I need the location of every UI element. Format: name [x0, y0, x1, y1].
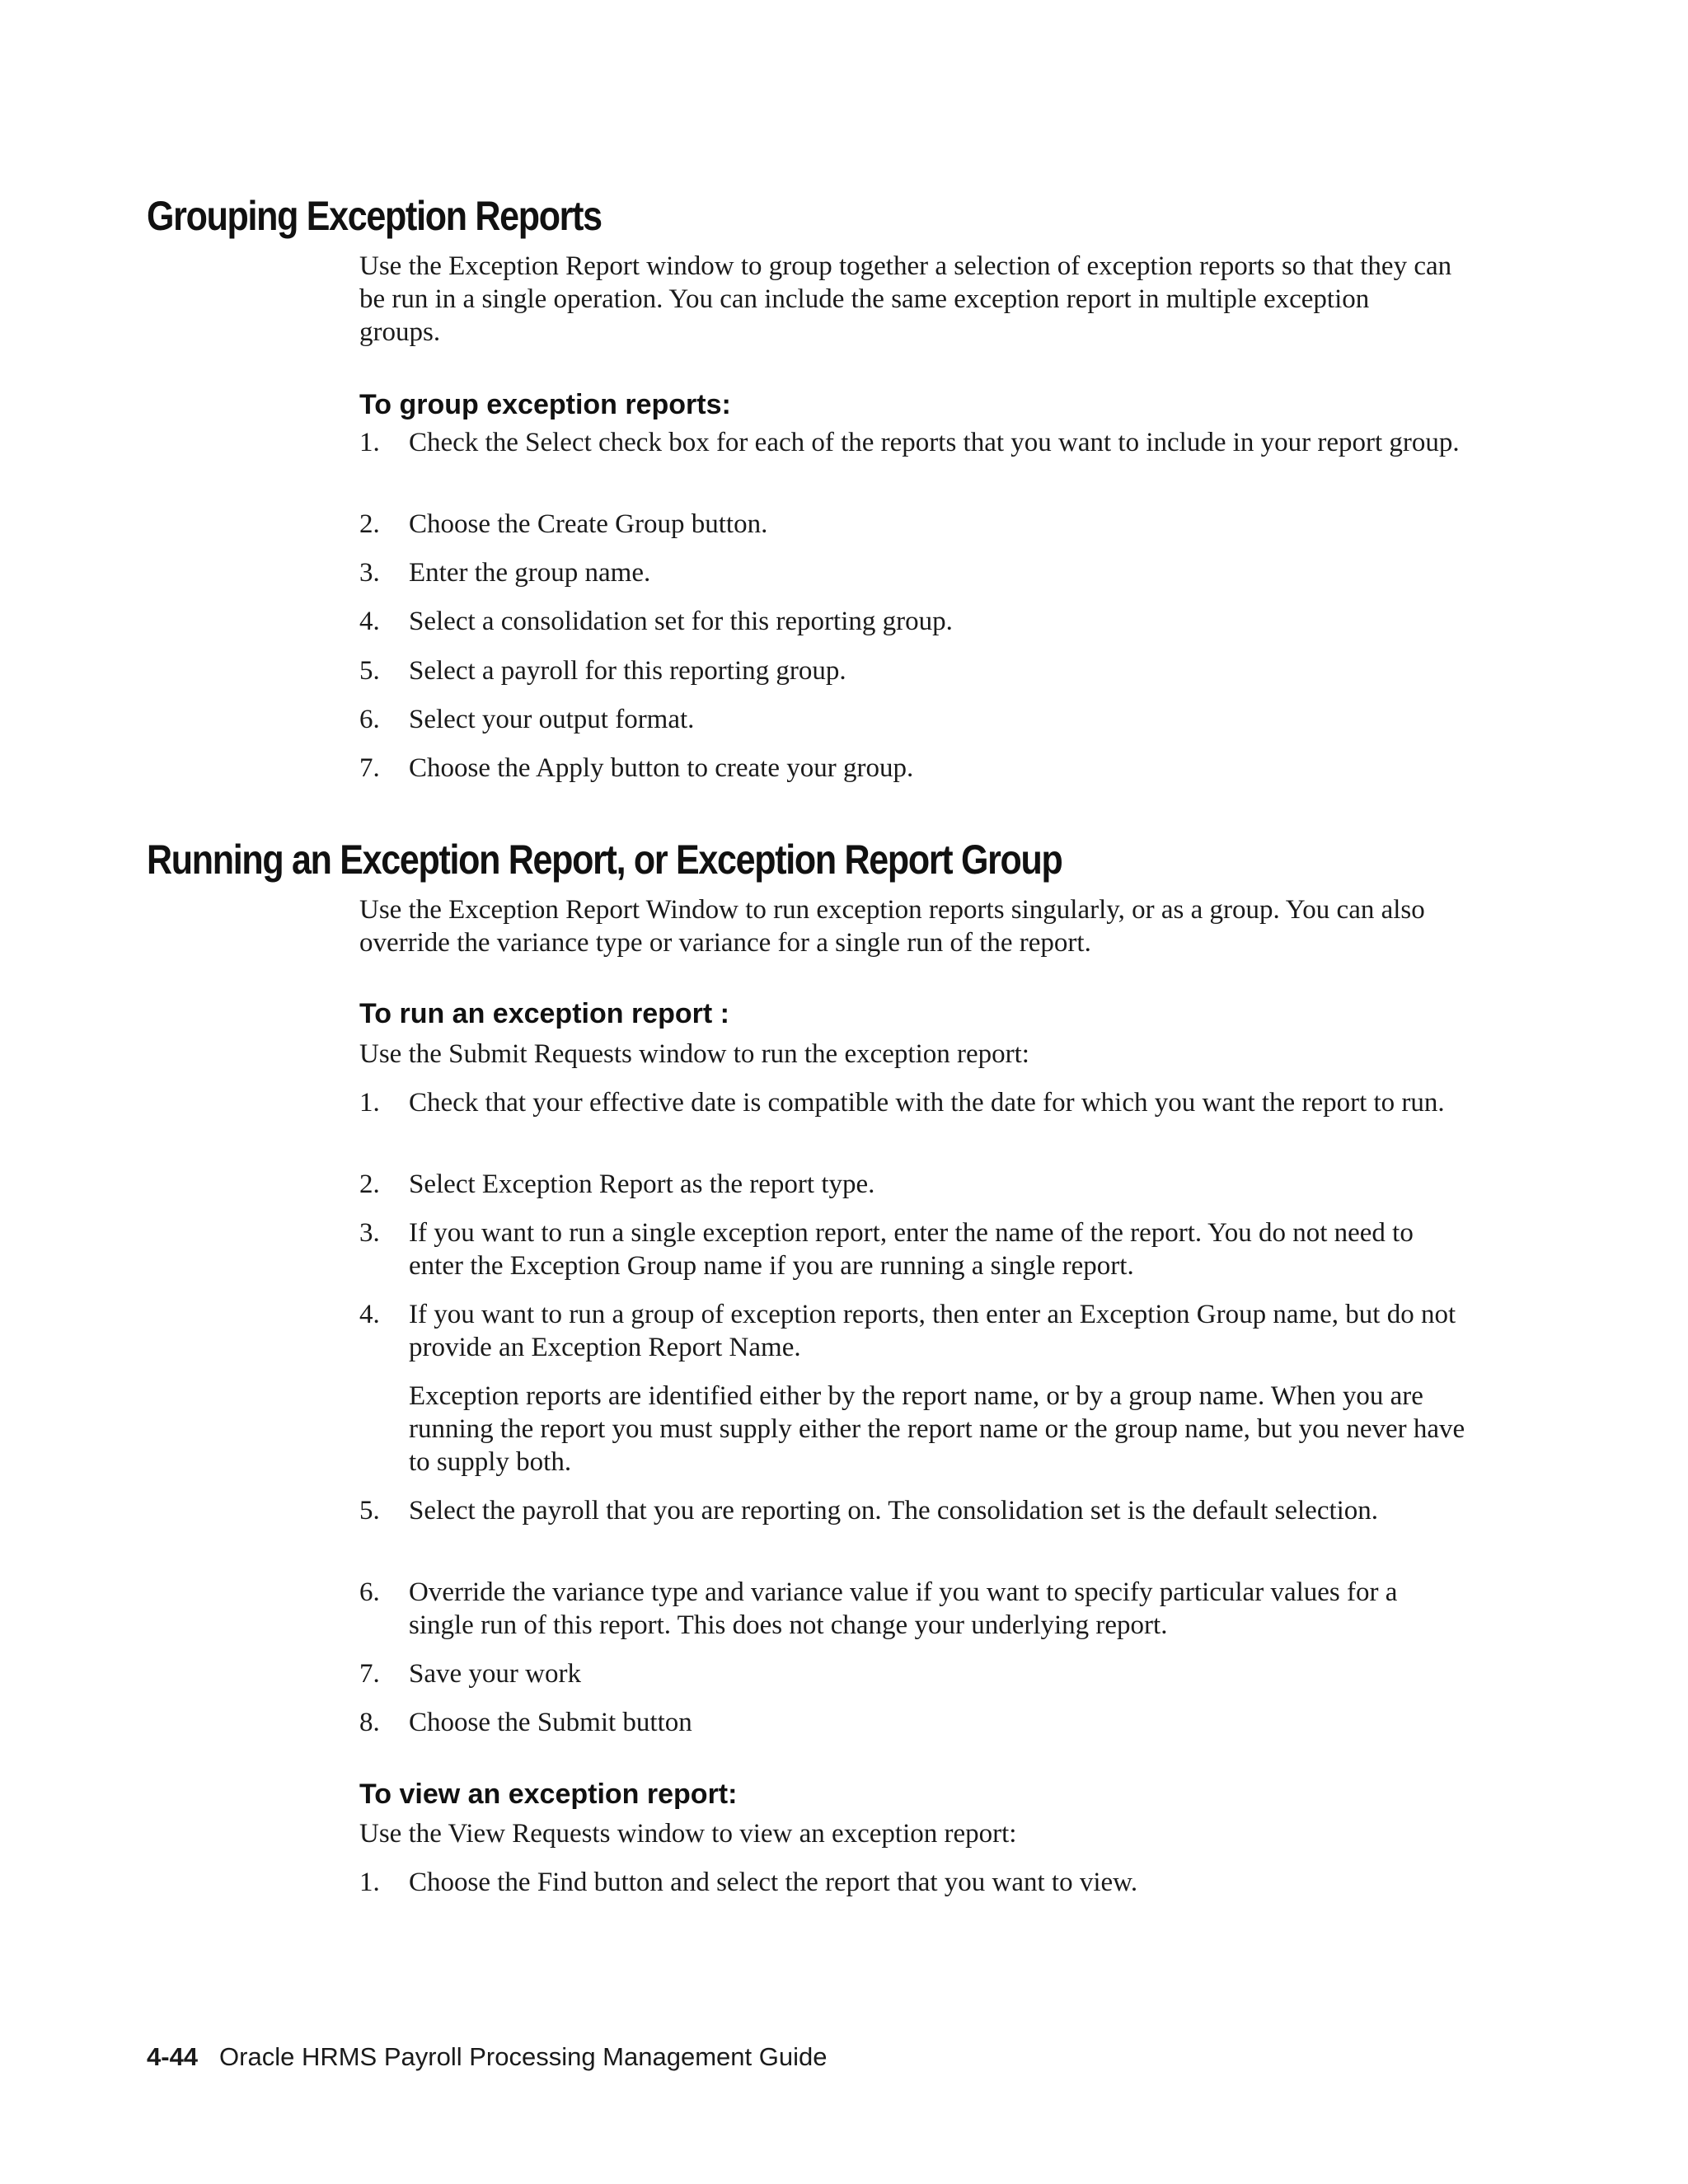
step-number: 2. [359, 509, 380, 539]
step-text: Choose the Create Group button. [409, 509, 768, 539]
step-text: Enter the group name. [409, 558, 651, 588]
list-item [359, 1866, 1464, 1899]
list-item [359, 1576, 1464, 1642]
list-item [359, 1494, 1464, 1527]
step-number: 6. [359, 1577, 380, 1607]
step-number: 7. [359, 1659, 380, 1689]
step-text: Select Exception Report as the report type. [409, 1169, 875, 1199]
list-item [359, 508, 1464, 541]
step-number: 7. [359, 753, 380, 783]
procedure-lead-view: Use the View Requests window to view an exception report: [359, 1819, 1017, 1849]
book-title: Oracle HRMS Payroll Processing Management Guide [219, 2042, 828, 2071]
step-text: Choose the Apply button to create your group. [409, 753, 914, 783]
step-number: 1. [359, 428, 380, 457]
list-item [359, 605, 1464, 638]
procedure-heading-view: To view an exception report: [359, 1779, 738, 1810]
list-item [359, 654, 1464, 687]
section-intro-grouping: Use the Exception Report window to group together a selection of exception reports so that they can be run in a single operation. You can include the same exception report in multiple exception groups. [359, 251, 1452, 347]
list-item [359, 1168, 1464, 1201]
step-number: 4. [359, 607, 380, 636]
step-text: Check that your effective date is compatible with the date for which you want the report to run. [409, 1088, 1445, 1118]
step-text: If you want to run a single exception report, enter the name of the report. You do not need to enter the Exception Group name if you are running a single report. [409, 1218, 1414, 1281]
step-number: 2. [359, 1169, 380, 1199]
section-title-grouping: Grouping Exception Reports [147, 193, 602, 239]
list-item [359, 1298, 1464, 1364]
page-footer [147, 2041, 827, 2074]
step-text: Choose the Find button and select the report that you want to view. [409, 1868, 1138, 1897]
list-item [359, 1216, 1464, 1282]
procedure-heading-group: To group exception reports: [359, 389, 731, 420]
procedure-note: Exception reports are identified either by the report name, or by a group name. When you are running the report you must supply either the report name or the group name, but you never have to supply both. [409, 1381, 1465, 1477]
step-text: Select your output format. [409, 705, 695, 734]
section-intro-running: Use the Exception Report Window to run exception reports singularly, or as a group. You can also override the variance type or variance for a single run of the report. [359, 895, 1425, 958]
procedure-heading-run: To run an exception report : [359, 998, 729, 1029]
step-number: 4. [359, 1300, 380, 1329]
step-text: Select the payroll that you are reporting on. The consolidation set is the default selection. [409, 1496, 1379, 1526]
list-item [359, 556, 1464, 589]
step-number: 6. [359, 705, 380, 734]
step-number: 1. [359, 1088, 380, 1118]
list-item [359, 752, 1464, 785]
step-number: 1. [359, 1868, 380, 1897]
procedure-lead-run: Use the Submit Requests window to run the exception report: [359, 1039, 1029, 1069]
step-number: 3. [359, 1218, 380, 1248]
step-text: Save your work [409, 1659, 581, 1689]
step-number: 5. [359, 656, 380, 686]
list-item [359, 426, 1464, 459]
section-title-running: Running an Exception Report, or Exception Report Group [147, 837, 1062, 883]
step-number: 8. [359, 1708, 380, 1737]
page-number: 4-44 [147, 2042, 199, 2071]
step-text: Choose the Submit button [409, 1708, 692, 1737]
list-item [359, 1086, 1464, 1119]
step-text: If you want to run a group of exception reports, then enter an Exception Group name, but do not provide an Exception Report Name. [409, 1300, 1456, 1362]
list-item [359, 1657, 1464, 1690]
list-item [359, 1706, 1464, 1739]
list-item [359, 703, 1464, 736]
step-number: 5. [359, 1496, 380, 1526]
step-text: Check the Select check box for each of the reports that you want to include in your report group. [409, 428, 1460, 457]
step-text: Select a payroll for this reporting group. [409, 656, 846, 686]
step-number: 3. [359, 558, 380, 588]
step-text: Select a consolidation set for this reporting group. [409, 607, 953, 636]
step-text: Override the variance type and variance value if you want to specify particular values for a single run of this report. This does not change your underlying report. [409, 1577, 1398, 1640]
